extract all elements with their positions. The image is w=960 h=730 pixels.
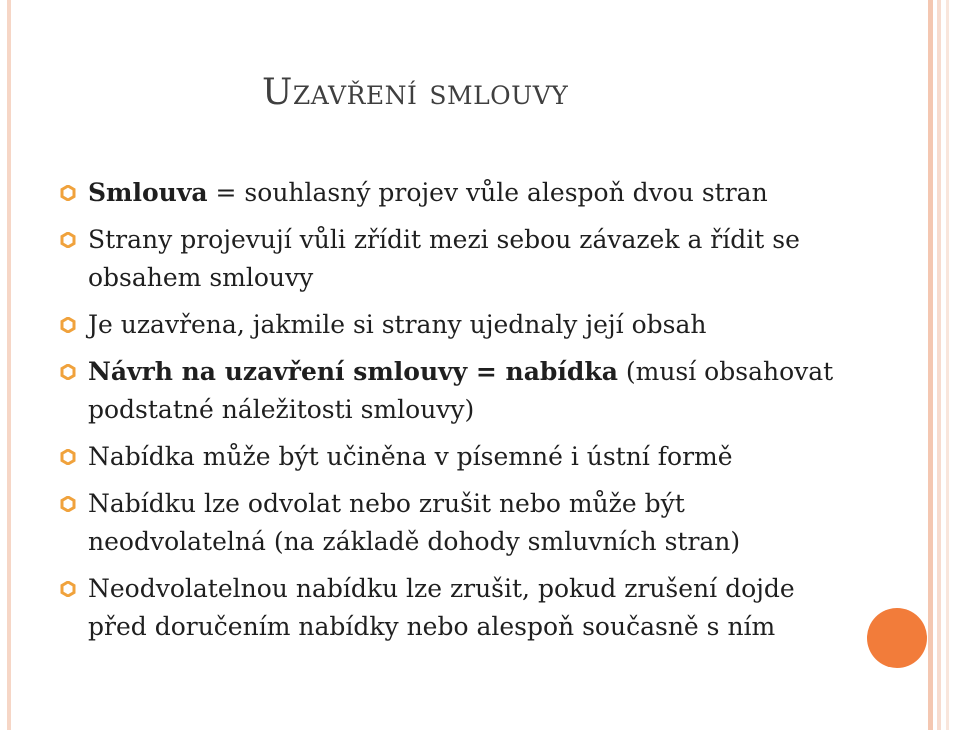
bullet-item [60,570,860,646]
frame-line-left [7,0,11,730]
bullet-text: Strany projevují vůli zřídit mezi sebou závazek a řídit se obsahem smlouvy [88,225,800,292]
bullet-item [60,174,860,212]
frame-line-right-3 [946,0,949,730]
hexagon-bullet-icon [60,581,76,597]
bullet-list [60,174,860,655]
hexagon-bullet-icon [60,185,76,201]
frame-line-right-2 [937,0,941,730]
bullet-text: Nabídku lze odvolat nebo zrušit nebo může být neodvolatelná (na základě dohody smluvních stran) [88,489,741,556]
hexagon-bullet-icon [60,232,76,248]
bullet-item [60,221,860,297]
bullet-text: Je uzavřena, jakmile si strany ujednaly její obsah [88,310,707,339]
bullet-bold-text: Smlouva [88,178,208,207]
hexagon-bullet-icon [60,449,76,465]
bullet-text: = souhlasný projev vůle alespoň dvou stran [207,178,768,207]
bullet-text: (musí obsahovat podstatné náležitosti smlouvy) [88,357,834,424]
bullet-text: Neodvolatelnou nabídku lze zrušit, pokud zrušení dojde před doručením nabídky nebo alespoň současně s ním [88,574,795,641]
bullet-item [60,353,860,429]
slide-title: Uzavření smlouvy [262,72,569,113]
frame-line-right-1 [928,0,933,730]
bullet-bold-text: Návrh na uzavření smlouvy = nabídka [88,357,618,386]
bullet-item [60,485,860,561]
decorative-orange-circle [867,608,927,668]
bullet-text: Nabídka může být učiněna v písemné i ústní formě [88,442,733,471]
hexagon-bullet-icon [60,364,76,380]
bullet-item [60,438,860,476]
hexagon-bullet-icon [60,496,76,512]
bullet-item [60,306,860,344]
hexagon-bullet-icon [60,317,76,333]
